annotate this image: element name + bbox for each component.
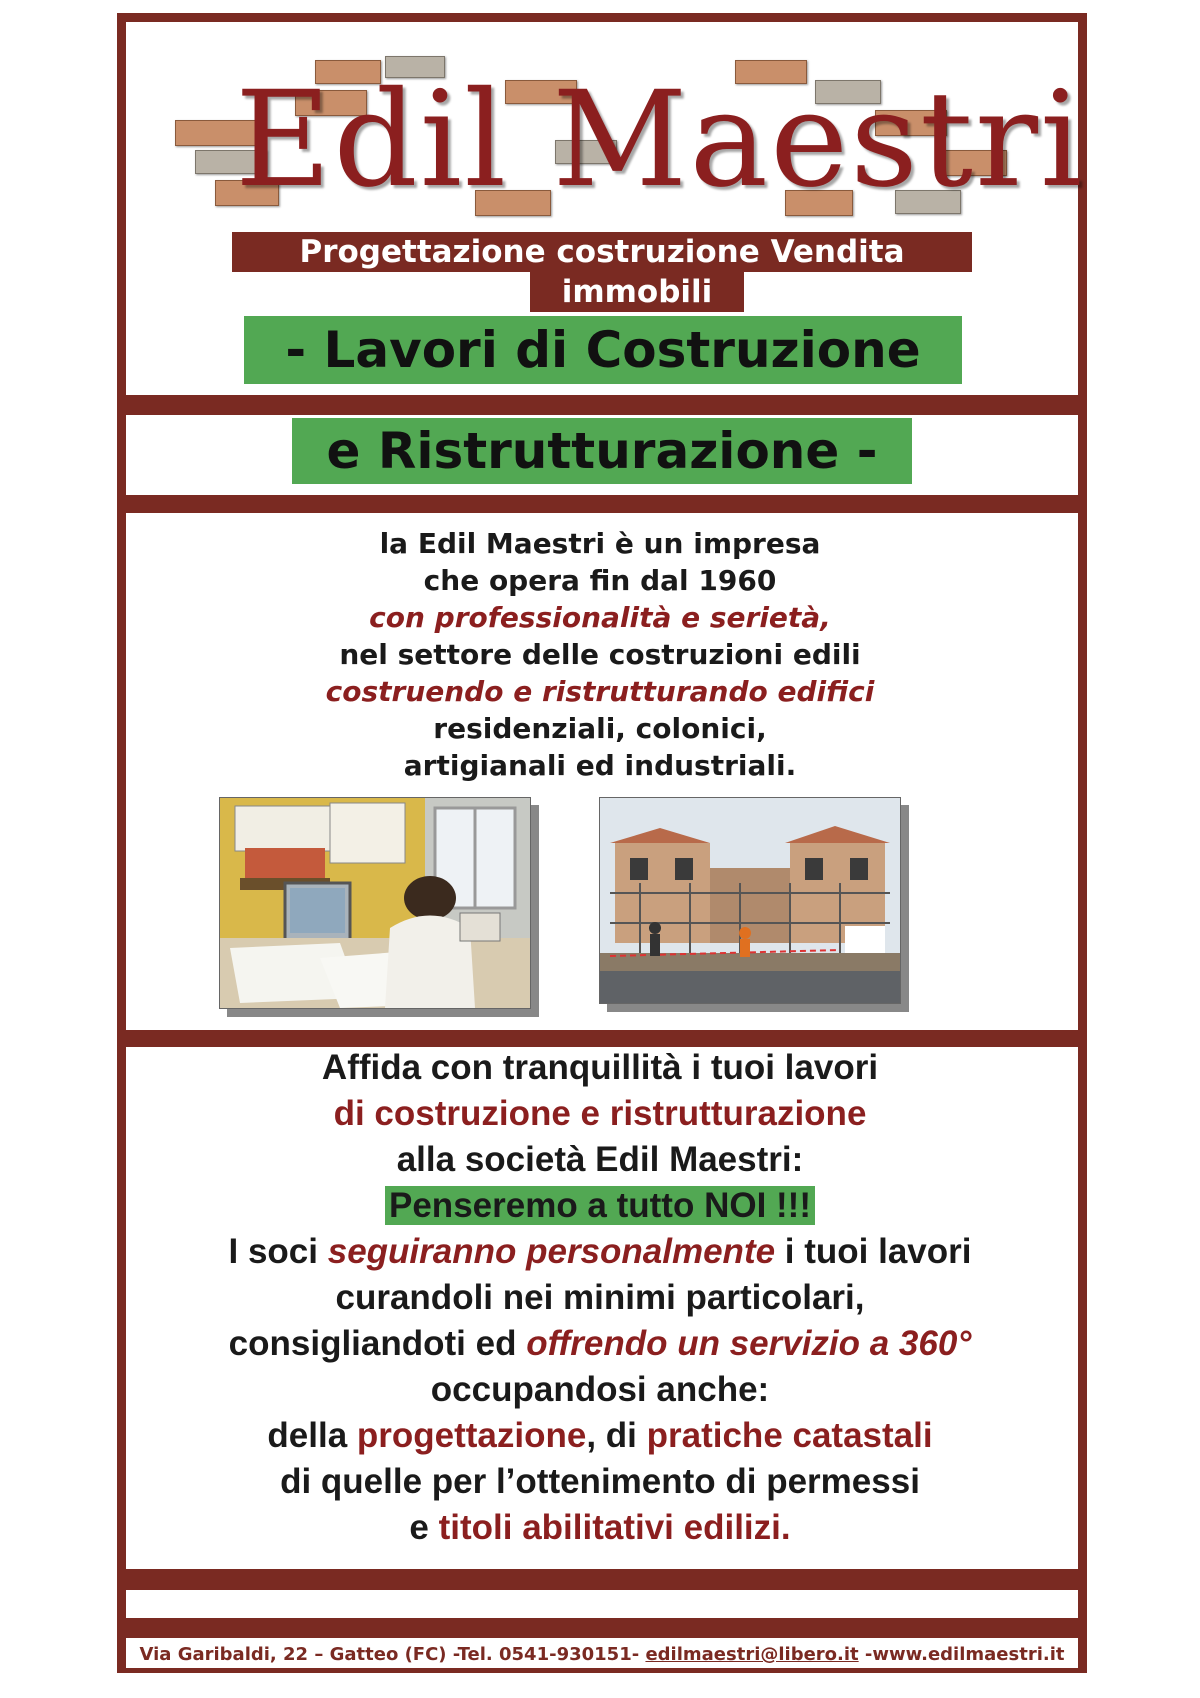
tagline-line1: Progettazione costruzione Vendita: [232, 232, 972, 272]
main-text-span: della: [267, 1416, 357, 1455]
intro-line: che opera fin dal 1960: [423, 564, 777, 597]
intro-line: nel settore delle costruzioni edili: [339, 638, 861, 671]
main-line: [130, 1229, 1070, 1275]
main-line: di quelle per l’ottenimento di permessi: [280, 1462, 920, 1501]
main-line: curandoli nei minimi particolari,: [335, 1278, 865, 1317]
main-line: [130, 1183, 1070, 1229]
main-text-span: i tuoi lavori: [775, 1232, 972, 1271]
intro-line: con professionalità e serietà,: [369, 601, 831, 634]
main-text-span: progettazione: [356, 1416, 587, 1455]
intro-line: residenziali, colonici,: [433, 712, 767, 745]
main-text-span: titoli abilitativi edilizi.: [438, 1508, 791, 1547]
tagline-line2: immobili: [530, 272, 744, 312]
main-text-span: consigliandoti ed: [228, 1324, 527, 1363]
main-text: [130, 1045, 1070, 1551]
headline-line1: - Lavori di Costruzione: [244, 316, 962, 384]
highlight-text: Penseremo a tutto NOI !!!: [385, 1186, 815, 1225]
main-line: Affida con tranquillità i tuoi lavori: [321, 1048, 879, 1087]
intro-text: [130, 525, 1070, 784]
main-line: [130, 1413, 1070, 1459]
intro-line: la Edil Maestri è un impresa: [379, 527, 821, 560]
main-text-span: pratiche catastali: [646, 1416, 933, 1455]
headline-line2: e Ristrutturazione -: [292, 418, 912, 484]
footer-website: -www.edilmaestri.it: [858, 1644, 1065, 1665]
main-line: occupandosi anche:: [430, 1370, 770, 1409]
main-text-span: offrendo un servizio a 360°: [526, 1324, 972, 1363]
footer-address: Via Garibaldi, 22 – Gatteo (FC) -Tel. 0541-930151-: [139, 1644, 646, 1665]
main-text-span: e: [409, 1508, 439, 1547]
spacer-panel: [126, 1590, 1078, 1618]
logo: [175, 50, 1085, 225]
main-line: di costruzione e ristrutturazione: [333, 1094, 867, 1133]
footer-contact: [122, 1644, 1082, 1665]
email-link[interactable]: edilmaestri@libero.it: [645, 1644, 859, 1665]
main-text-span: , di: [586, 1416, 647, 1455]
main-text-span: I soci: [228, 1232, 328, 1271]
main-line: [130, 1321, 1070, 1367]
intro-line: artigianali ed industriali.: [403, 749, 797, 782]
main-line: alla società Edil Maestri:: [396, 1140, 804, 1179]
logo-text: Edil Maestri: [235, 63, 1085, 217]
main-text-span: seguiranno personalmente: [327, 1232, 776, 1271]
main-line: [130, 1505, 1070, 1551]
construction-photo: [599, 797, 901, 1004]
intro-line: costruendo e ristrutturando edifici: [325, 675, 875, 708]
office-photo: [219, 797, 531, 1009]
